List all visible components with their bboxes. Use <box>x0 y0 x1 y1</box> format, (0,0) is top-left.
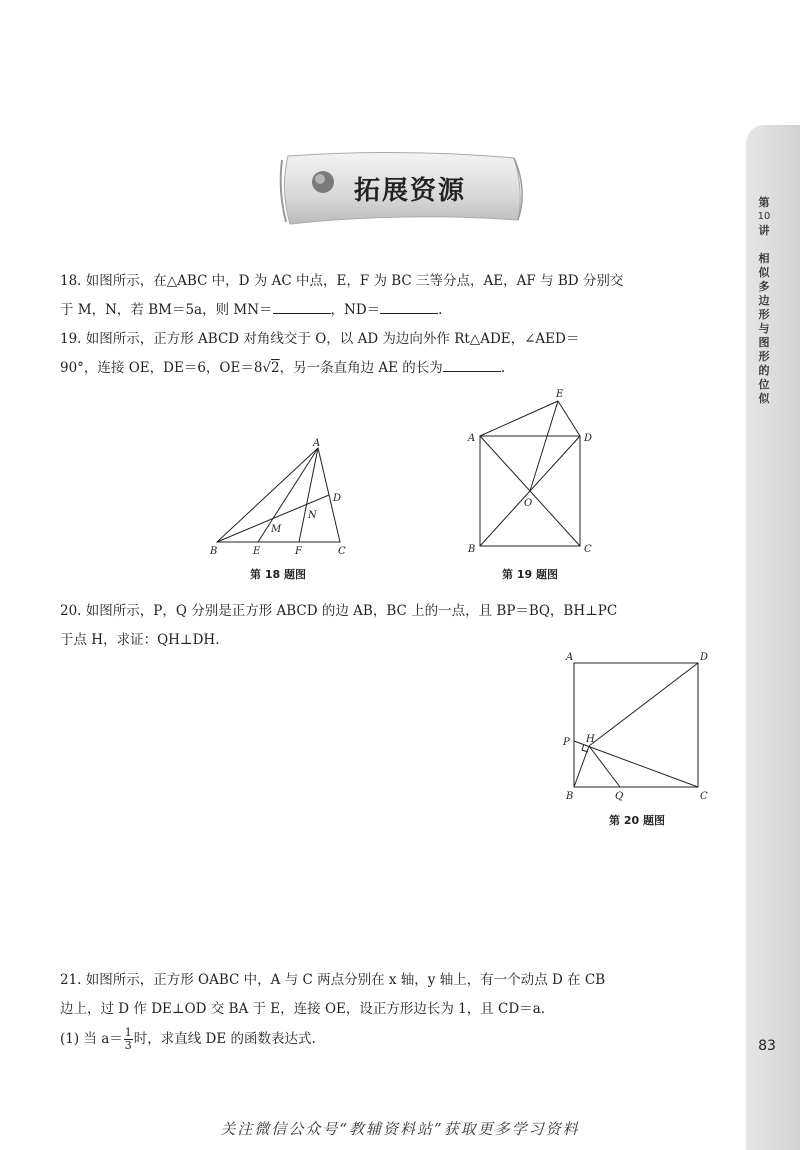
side-chapter-title: 相似多边形与图形的位似 <box>758 252 770 405</box>
answer-blank-ae[interactable] <box>443 358 501 372</box>
fig19-line-ae <box>480 401 558 436</box>
fig20-line-hd <box>589 663 698 746</box>
fig18-label-m: M <box>271 524 282 535</box>
fig20-line-pc <box>574 741 698 787</box>
fig20-label-a: A <box>566 652 574 663</box>
question-21 <box>60 966 710 1024</box>
fig19-label-d: D <box>584 433 593 444</box>
fig18-label-d: D <box>333 493 342 504</box>
fig19-line-de <box>558 401 580 436</box>
sqrt-sign: √ <box>262 360 272 376</box>
q18-line-2c: . <box>438 302 443 318</box>
fig18-label-b: B <box>210 546 218 557</box>
fig20-line-bh <box>574 746 589 787</box>
fig20-label-d: D <box>700 652 709 663</box>
fig18-label-e: E <box>253 546 261 557</box>
fraction-one-third <box>124 1027 133 1052</box>
fig20-label-b: B <box>566 791 574 802</box>
question-19 <box>60 325 710 383</box>
figure-20-caption: 第 20 题图 <box>609 814 665 827</box>
section-title: 拓展资源 <box>353 176 466 206</box>
footer-note: 关注微信公众号“教辅资料站”获取更多学习资料 <box>220 1120 580 1138</box>
figure-18-caption: 第 18 题图 <box>250 568 306 581</box>
q21-part1-a: (1) 当 a＝ <box>60 1031 123 1047</box>
figure-19 <box>465 385 600 560</box>
fig20-square-abcd <box>574 663 698 787</box>
fig18-label-n: N <box>308 510 317 521</box>
fig19-label-a: A <box>468 433 476 444</box>
question-18 <box>60 267 710 325</box>
fig19-label-e: E <box>556 389 564 400</box>
chapter-number: 10 <box>757 211 771 222</box>
chapter-suffix: 讲 <box>758 224 770 237</box>
q18-line-2b: ，ND＝ <box>330 302 381 318</box>
fig19-label-o: O <box>524 498 533 509</box>
q18-line-1: 18. 如图所示，在△ABC 中，D 为 AC 中点，E，F 为 BC 三等分点，AE，AF 与 BD 分别交 <box>60 273 624 289</box>
q20-line-1: 20. 如图所示，P，Q 分别是正方形 ABCD 的边 AB，BC 上的一点，且 BP＝BQ，BH⊥PC <box>60 603 618 619</box>
q21-line-2: 边上，过 D 作 DE⊥OD 交 BA 于 E，连接 OE，设正方形边长为 1，且 CD＝a. <box>60 1001 546 1017</box>
fraction-denominator: 3 <box>124 1039 132 1052</box>
answer-blank-mn[interactable] <box>273 300 331 314</box>
fig20-label-q: Q <box>615 791 624 802</box>
chapter-prefix: 第 <box>758 196 770 209</box>
question-21-part-1 <box>60 1025 710 1054</box>
q19-line-2b: ，另一条直角边 AE 的长为 <box>279 360 443 376</box>
figure-18 <box>200 430 360 565</box>
fig19-label-b: B <box>468 544 476 555</box>
fraction-numerator: 1 <box>124 1026 132 1039</box>
fig20-label-h: H <box>586 734 595 745</box>
fig20-label-p: P <box>563 737 570 748</box>
q18-line-2a: 于 M，N，若 BM＝5a，则 MN＝ <box>60 302 273 318</box>
fig19-line-oe <box>530 401 558 491</box>
q20-line-2: 于点 H，求证：QH⊥DH. <box>60 632 220 648</box>
side-chapter-label <box>754 196 774 238</box>
q19-line-2c: . <box>500 360 506 376</box>
page-number: 83 <box>758 1038 776 1054</box>
fig18-label-c: C <box>338 546 346 557</box>
fig18-label-f: F <box>295 546 302 557</box>
sqrt-argument: 2 <box>271 360 280 376</box>
figure-20 <box>560 645 715 810</box>
fig20-label-c: C <box>700 791 708 802</box>
q19-line-1: 19. 如图所示，正方形 ABCD 对角线交于 O，以 AD 为边向外作 Rt△ADE，∠AED＝ <box>60 331 580 347</box>
answer-blank-nd[interactable] <box>380 300 438 314</box>
fig19-label-c: C <box>584 544 592 555</box>
q19-line-2a: 90°，连接 OE，DE＝6，OE＝8 <box>60 360 263 376</box>
figure-19-caption: 第 19 题图 <box>502 568 558 581</box>
fig18-label-a: A <box>313 438 321 449</box>
q21-line-1: 21. 如图所示，正方形 OABC 中，A 与 C 两点分别在 x 轴，y 轴上，有一个动点 D 在 CB <box>60 972 606 988</box>
q21-part1-b: 时，求直线 DE 的函数表达式. <box>133 1031 316 1047</box>
